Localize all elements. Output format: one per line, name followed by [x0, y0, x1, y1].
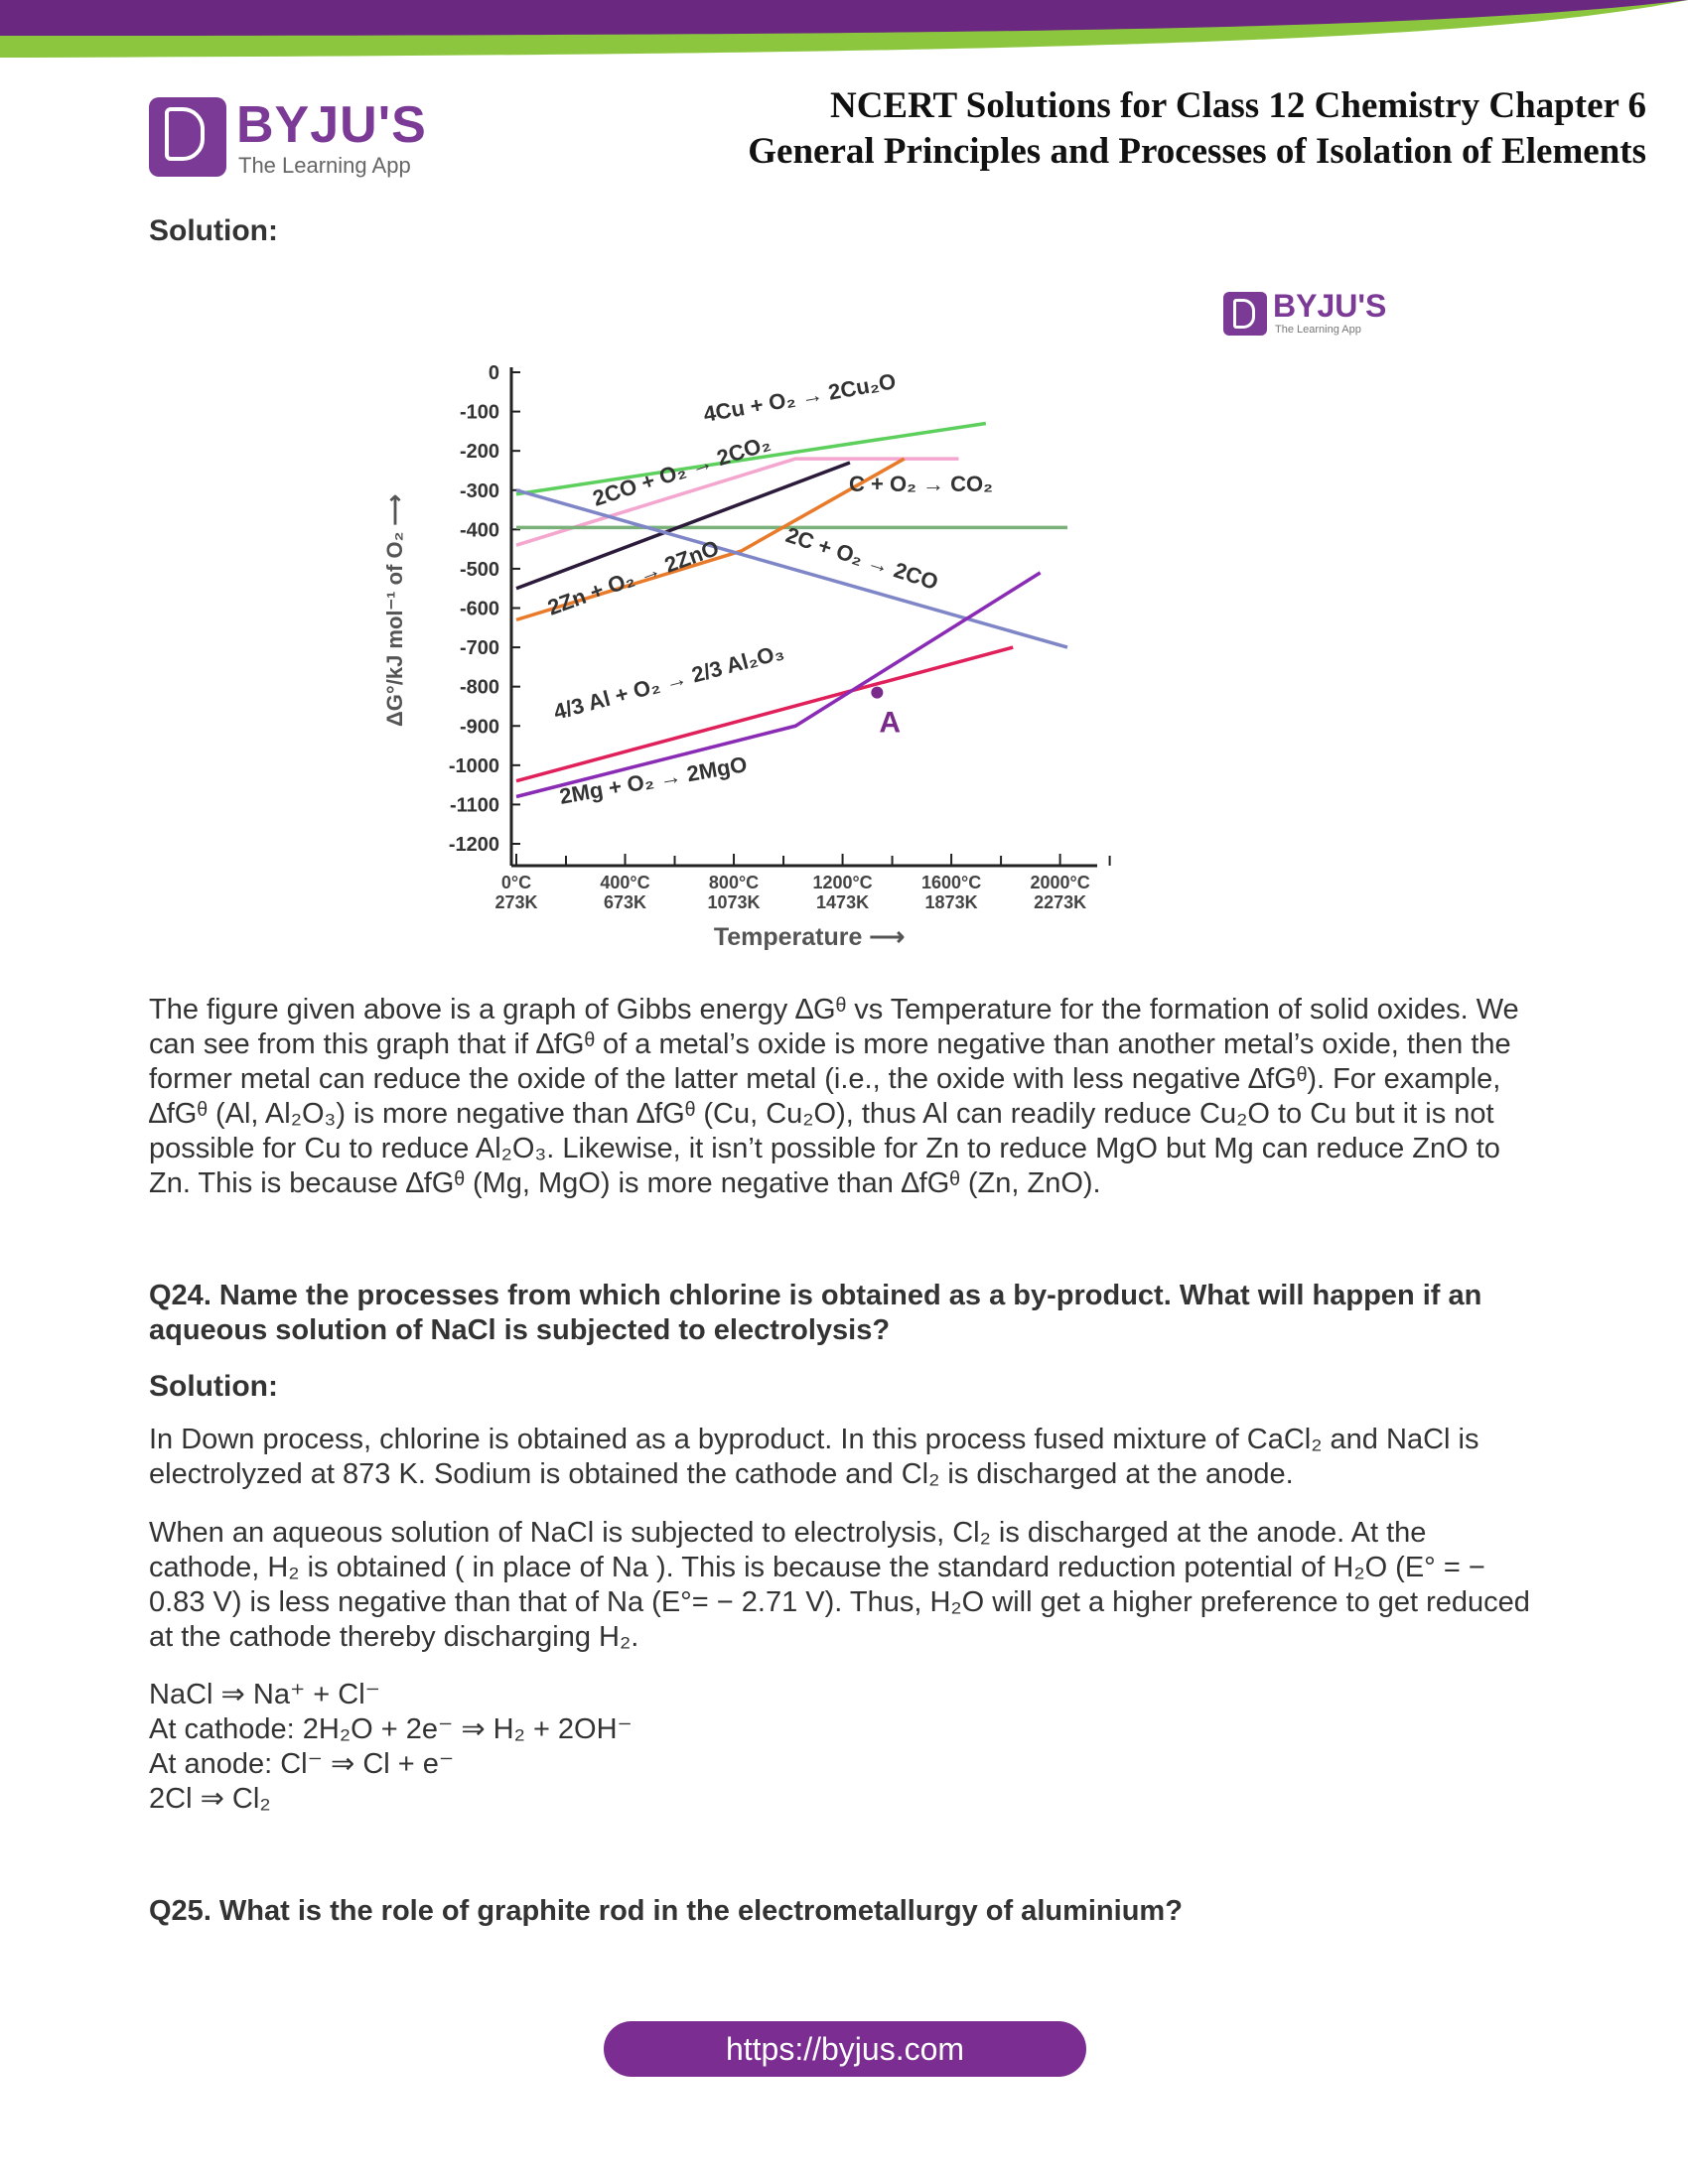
- y-tick-label: -1200: [448, 834, 499, 856]
- reaction-label-al2o3: 4/3 Al + O₂ → 2/3 Al₂O₃: [550, 638, 787, 725]
- y-tick-label: -300: [459, 479, 499, 502]
- y-tick-label: -1100: [449, 794, 499, 817]
- y-tick-label: -100: [459, 401, 499, 424]
- para2-text: In Down process, chlorine is obtained as a byproduct. In this process fused mixture of CaCl₂ and NaCl is electrolyzed at 873 K. Sodium is obtained the cathode and Cl₂ is discharged at the anode.: [149, 1424, 1479, 1490]
- byjus-b-icon: [149, 97, 226, 177]
- y-tick-label: -200: [459, 441, 499, 464]
- question-25: Q25. What is the role of graphite rod in the electrometallurgy of aluminium?: [149, 1895, 1183, 1927]
- reaction-label-zno: 2Zn + O₂ → 2ZnO: [544, 535, 723, 620]
- footer-url-pill[interactable]: [604, 2021, 1086, 2077]
- chart-series-line: [516, 573, 1041, 797]
- header-title-line1: NCERT Solutions for Class 12 Chemistry Chapter 6: [829, 85, 1646, 126]
- y-tick-label: -400: [459, 519, 499, 542]
- y-axis-title: ΔG°/kJ mol⁻¹ of O₂ ⟶: [382, 494, 407, 727]
- equation-line: NaCl ⇒ Na⁺ + Cl⁻: [149, 1679, 380, 1710]
- watermark-brand: BYJU'S: [1273, 288, 1387, 324]
- x-tick-label-kelvin: 1873K: [924, 892, 978, 912]
- chart-svg: [357, 342, 1112, 963]
- x-tick-label-celsius: 2000°C: [1030, 873, 1090, 892]
- x-axis-title: Temperature ⟶: [713, 923, 906, 951]
- x-tick-label-kelvin: 1073K: [707, 892, 761, 912]
- logo-brand-text: BYJU'S: [236, 96, 427, 154]
- equations-block: [149, 1678, 633, 1817]
- reaction-label-cu2o: 4Cu + O₂ → 2Cu₂O: [701, 368, 899, 427]
- y-tick-label: 0: [488, 362, 499, 384]
- x-tick-label-celsius: 800°C: [708, 873, 760, 892]
- x-tick-label-celsius: 400°C: [600, 873, 650, 892]
- intersection-point-a: [871, 687, 883, 699]
- x-tick-label-celsius: 0°C: [500, 873, 532, 892]
- solution-heading-1: Solution:: [149, 214, 278, 247]
- logo-tagline: The Learning App: [238, 153, 411, 178]
- y-tick-label: -700: [459, 637, 499, 660]
- reaction-label-2co: 2CO + O₂ → 2CO₂: [589, 430, 774, 511]
- watermark-b-icon: [1223, 292, 1267, 336]
- x-tick-label-kelvin: 1473K: [816, 892, 870, 912]
- equation-line: At cathode: 2H₂O + 2e⁻ ⇒ H₂ + 2OH⁻: [149, 1713, 633, 1745]
- ellingham-chart: [357, 342, 1112, 963]
- y-tick-label: -600: [459, 598, 499, 620]
- para3-text: When an aqueous solution of NaCl is subjected to electrolysis, Cl₂ is discharged at the anode. At the cathode, H₂ is obtained ( in place of Na ). This is because the standard reduction potential of H₂O (E° = − 0.83 V) is less negative than that of Na (E°= − 2.71 V). Thus, H₂O will get a higher preference to get reduced at the cathode thereby discharging H₂.: [149, 1517, 1530, 1653]
- x-tick-label-kelvin: 673K: [604, 892, 647, 912]
- byjus-logo: [149, 97, 437, 181]
- x-tick-label-celsius: 1600°C: [920, 873, 982, 892]
- reaction-label-mgo: 2Mg + O₂ → 2MgO: [557, 751, 750, 809]
- equation-line: 2Cl ⇒ Cl₂: [149, 1783, 271, 1815]
- chart-watermark-logo: [1223, 288, 1392, 340]
- y-tick-label: -500: [459, 558, 499, 581]
- electrolysis-paragraph: [149, 1516, 1539, 1655]
- solution-heading-2: Solution:: [149, 1370, 278, 1403]
- top-decoration-bar: [0, 0, 1688, 60]
- down-process-paragraph: [149, 1423, 1539, 1492]
- point-a-label: A: [879, 706, 902, 740]
- chart-explanation-paragraph: [149, 993, 1539, 1201]
- watermark-tagline: The Learning App: [1275, 324, 1361, 336]
- y-tick-label: -800: [459, 676, 499, 699]
- footer-url-text[interactable]: https://byjus.com: [725, 2031, 965, 2067]
- chart-series-line: [516, 490, 1067, 647]
- x-tick-label-celsius: 1200°C: [812, 873, 873, 892]
- x-tick-label-kelvin: 2273K: [1034, 892, 1087, 912]
- header-title-line2: General Principles and Processes of Isolation of Elements: [748, 131, 1646, 172]
- equation-line: At anode: Cl⁻ ⇒ Cl + e⁻: [149, 1748, 455, 1780]
- x-tick-label-kelvin: 273K: [494, 892, 538, 912]
- y-tick-label: -1000: [448, 754, 499, 777]
- reaction-label-co2: C + O₂ → CO₂: [849, 472, 993, 496]
- reaction-label-2c-co: 2C + O₂ → 2CO: [782, 521, 941, 596]
- page-header-title: [748, 83, 1646, 175]
- para1-text: The figure given above is a graph of Gibbs energy ∆Gᶿ vs Temperature for the formation of solid oxides. We can see from this graph that if ∆fGᶿ of a metal’s oxide is more negative than another metal’s oxide, then the former metal can reduce the oxide of the latter metal (i.e., the oxide with less negative ∆fGᶿ). For example, ∆fGᶿ (Al, Al₂O₃) is more negative than ∆fGᶿ (Cu, Cu₂O), thus Al can readily reduce Cu₂O to Cu but it is not possible for Cu to reduce Al₂O₃. Likewise, it isn’t possible for Zn to reduce MgO but Mg can reduce ZnO to Zn. This is because ∆fGᶿ (Mg, MgO) is more negative than ∆fGᶿ (Zn, ZnO).: [149, 994, 1519, 1199]
- question-24: Q24. Name the processes from which chlorine is obtained as a by-product. What will happen if an aqueous solution of NaCl is subjected to electrolysis?: [149, 1280, 1482, 1346]
- y-tick-label: -900: [459, 716, 499, 739]
